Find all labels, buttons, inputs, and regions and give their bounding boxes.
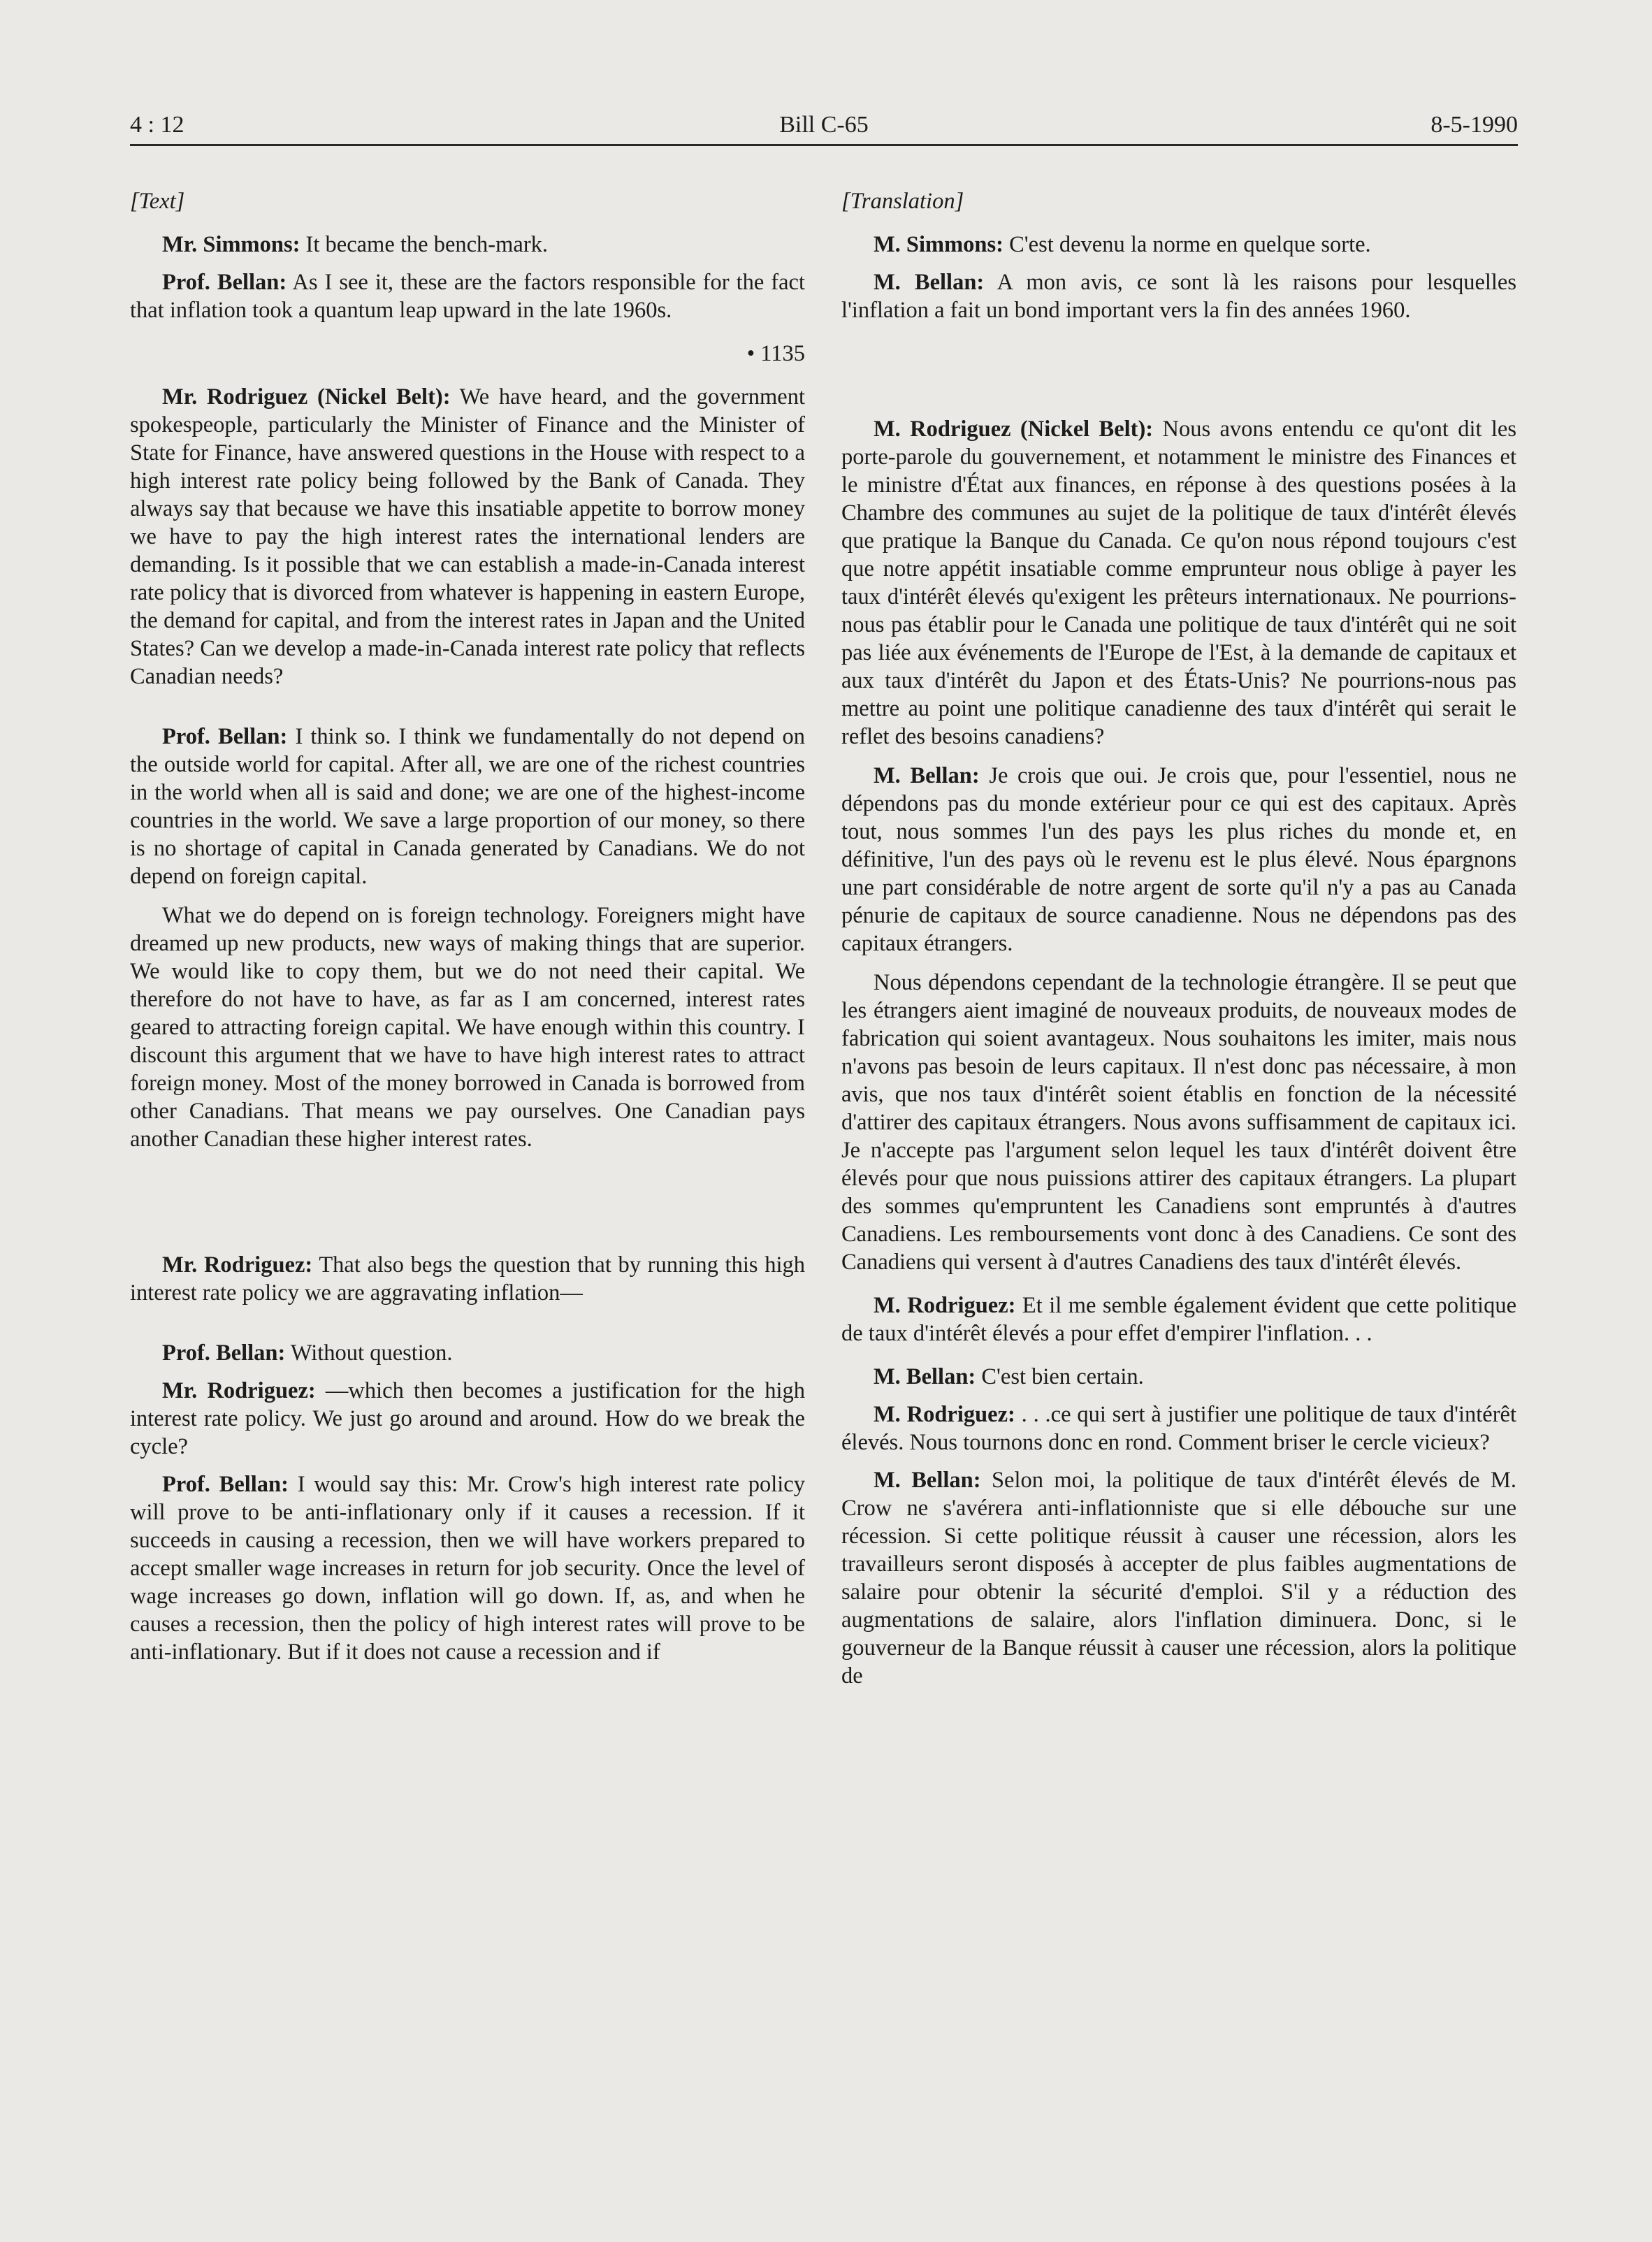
speech-text: Je crois que oui. Je crois que, pour l'essentiel, nous ne dépendons pas du monde extérieur pour ce qui est des capitaux. Après tout, nous sommes l'un des pays les plus riches du monde et, en définitive, l'un des pays où le revenu est le plus élevé. Nous épargnons une part considérable de notre argent de sorte qu'il n'y a pas au Canada pénurie de capitaux de source canadienne. Nous ne dépendons pas des capitaux étrangers. [841, 763, 1516, 956]
column-label: [Translation] [841, 189, 964, 214]
speech-text: A mon avis, ce sont là les raisons pour lesquelles l'inflation a fait un bond important vers la fin des années 1960. [841, 270, 1516, 323]
paragraph [841, 1466, 1516, 1690]
speaker: Mr. Simmons: [162, 232, 300, 257]
speech-text: Selon moi, la politique de taux d'intérêt élevés de M. Crow ne s'avérera anti-inflationniste que si elle débouche sur une récession. Si cette politique réussit à causer une récession, alors les travailleurs seront disposés à accepter de plus faibles augmentations de salaire pour obtenir la sécurité d'emploi. S'il y a réduction des augmentations de salaire, alors l'inflation diminuera. Donc, si le gouverneur de la Banque réussit à causer une récession, alors la politique de [841, 1468, 1517, 1688]
paragraph [841, 1363, 1516, 1391]
speaker: M. Bellan: [874, 1364, 976, 1389]
speaker: M. Bellan: [874, 270, 985, 295]
speech-text: —which then becomes a justification for the high interest rate policy. We just go around and around. How do we break the cycle? [130, 1378, 805, 1459]
speaker: Prof. Bellan: [162, 724, 288, 749]
header-rule [130, 144, 1518, 146]
paragraph [130, 1339, 805, 1367]
speech-text: C'est bien certain. [976, 1364, 1144, 1389]
speaker: M. Simmons: [874, 232, 1003, 257]
speech-text: Nous avons entendu ce qu'ont dit les porte-parole du gouvernement, et notamment le ministre des Finances et le ministre d'État aux finances, en réponse à des questions posées à la Chambre des communes au sujet de la politique de taux d'intérêt élevés que pratique la Banque du Canada. Ce qu'on nous répond toujours c'est que notre appétit insatiable comme emprunteur nous oblige à payer les taux d'intérêt élevés qu'exigent les prêteurs internationaux. Ne pourrions-nous pas établir pour le Canada une politique de taux d'intérêt qui ne soit pas liée aux événements de l'Europe de l'Est, à la demande de capitaux et aux taux d'intérêt du Japon et des États-Unis? Ne pourrions-nous pas mettre au point une politique canadienne des taux d'intérêt qui serait le reflet des besoins canadiens? [841, 417, 1517, 749]
page-reference: 4 : 12 [130, 112, 184, 138]
speaker: Prof. Bellan: [162, 270, 287, 295]
paragraph [130, 231, 805, 259]
speech-text: What we do depend on is foreign technology. Foreigners might have dreamed up new products, new ways of making things that are superior. We would like to copy them, but we do not need their capital. We therefore do not have to have, as far as I am concerned, interest rates geared to attracting foreign capital. We have enough within this country. I discount this argument that we have to have high interest rates to attract foreign money. Most of the money borrowed in Canada is borrowed from other Canadians. That means we pay ourselves. One Canadian pays another Canadian these higher interest rates. [130, 903, 805, 1152]
paragraph [841, 1292, 1516, 1347]
speech-text: I think so. I think we fundamentally do not depend on the outside world for capital. After all, we are one of the richest countries in the world when all is said and done; we are one of the highest-income countries in the world. We save a large proportion of our money, so there is no shortage of capital in Canada generated by Canadians. We do not depend on foreign capital. [130, 724, 805, 889]
speaker: Prof. Bellan: [162, 1472, 289, 1497]
paragraph [841, 762, 1516, 957]
paragraph [130, 1470, 805, 1666]
paragraph [130, 268, 805, 324]
column-label: [Text] [130, 189, 185, 214]
speech-text: I would say this: Mr. Crow's high interest rate policy will prove to be anti-inflationary only if it causes a recession. If it succeeds in causing a recession, then we will have workers prepared to accept smaller wage increases in return for job security. Once the level of wage increases go down, inflation will go down. If, as, and when he causes a recession, then the policy of high interest rates will prove to be anti-inflationary. But if it does not cause a recession and if [130, 1472, 805, 1665]
time-marker: • 1135 [746, 341, 805, 366]
bill-title: Bill C-65 [779, 112, 869, 138]
paragraph [130, 1251, 805, 1307]
paragraph [841, 415, 1516, 751]
speech-text: Et il me semble également évident que cette politique de taux d'intérêt élevés a pour effet d'empirer l'inflation. . . [841, 1293, 1516, 1346]
paragraph [841, 268, 1516, 324]
paragraph [130, 383, 805, 690]
speaker: Mr. Rodriguez: [162, 1378, 316, 1403]
speech-text: Nous dépendons cependant de la technologie étrangère. Il se peut que les étrangers aient imaginé de nouveaux produits, de nouveaux modes de fabrication qui soient avantageux. Nous souhaitons les imiter, mais nous n'avons pas besoin de leurs capitaux. Il n'est donc pas nécessaire, à mon avis, que nos taux d'intérêt soient établis en fonction de la nécessité d'attirer des capitaux étrangers. Nous avons suffisamment de capitaux ici. Je n'accepte pas l'argument selon lequel les taux d'intérêt doivent être élevés pour que nous puissions attirer des capitaux étrangers. La plupart des sommes qu'empruntent les Canadiens sont empruntés à d'autres Canadiens. Les remboursements vont donc à des Canadiens. Ce sont des Canadiens qui versent à d'autres Canadiens des taux d'intérêt élevés. [841, 970, 1516, 1275]
paragraph [841, 1401, 1516, 1456]
speech-text: As I see it, these are the factors responsible for the fact that inflation took a quantum leap upward in the late 1960s. [130, 270, 805, 323]
speech-text: It became the bench-mark. [300, 232, 549, 257]
paragraph [130, 902, 805, 1153]
paragraph [130, 723, 805, 890]
french-column [841, 187, 1516, 1690]
speech-text: That also begs the question that by running this high interest rate policy we are aggravating inflation— [130, 1252, 805, 1306]
paragraph [841, 231, 1516, 259]
paragraph [130, 1377, 805, 1461]
speaker: M. Bellan: [874, 763, 980, 788]
header-date: 8-5-1990 [1430, 112, 1518, 138]
paragraph [841, 969, 1516, 1276]
speaker: M. Rodriguez: [874, 1293, 1016, 1318]
speaker: Mr. Rodriguez: [162, 1252, 313, 1278]
speech-text: We have heard, and the government spokespeople, particularly the Minister of Finance and the Minister of State for Finance, have answered questions in the House with respect to a high interest rate policy being followed by the Bank of Canada. They always say that because we have this insatiable appetite to borrow money we have to pay the high interest rates the international lenders are demanding. Is it possible that we can establish a made-in-Canada interest rate policy that is divorced from whatever is happening in eastern Europe, the demand for capital, and from the interest rates in Japan and the United States? Can we develop a made-in-Canada interest rate policy that reflects Canadian needs? [130, 384, 806, 689]
english-column [130, 187, 805, 1666]
speech-text: . . .ce qui sert à justifier une politique de taux d'intérêt élevés. Nous tournons donc en rond. Comment briser le cercle vicieux? [841, 1402, 1516, 1455]
page-header [130, 112, 1518, 148]
speaker: M. Rodriguez (Nickel Belt): [874, 417, 1154, 442]
speaker: M. Bellan: [874, 1468, 981, 1493]
speech-text: Without question. [285, 1340, 453, 1366]
speaker: Prof. Bellan: [162, 1340, 286, 1366]
speech-text: C'est devenu la norme en quelque sorte. [1003, 232, 1371, 257]
speaker: Mr. Rodriguez (Nickel Belt): [162, 384, 451, 410]
speaker: M. Rodriguez: [874, 1402, 1015, 1427]
